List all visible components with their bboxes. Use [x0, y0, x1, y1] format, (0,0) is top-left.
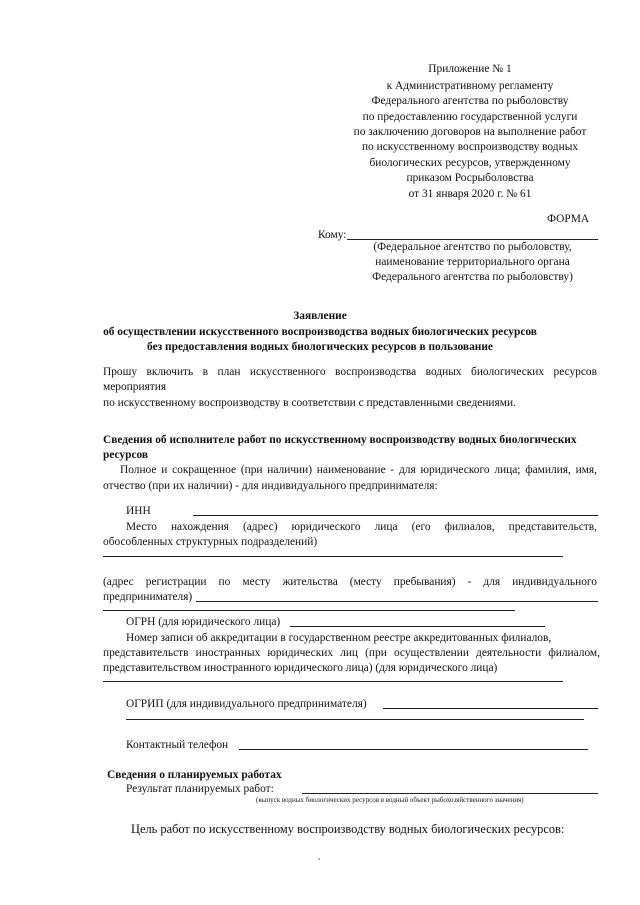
location-line: Место нахождения (адрес) юридического лица (его филиалов, представительств,	[126, 521, 597, 533]
appendix-line: по заключению договоров на выполнение работ	[353, 126, 587, 138]
request-line: Прошу включить в план искусственного воспроизводства водных биологических ресурсов	[103, 366, 597, 378]
appendix-line: приказом Росрыболовства	[406, 172, 534, 184]
document-title: Заявление	[293, 310, 347, 322]
accreditation-line: представительств иностранных юридических лиц (при осуществлении деятельности филиалом,	[103, 647, 600, 659]
ogrnip-field[interactable]	[383, 708, 598, 709]
appendix-line: по искусственному воспроизводству водных	[361, 141, 579, 153]
appendix-line: по предоставлению государственной услуги	[362, 111, 578, 123]
ogrn-field[interactable]	[290, 626, 545, 627]
registration-field[interactable]	[196, 601, 598, 602]
appendix-line: Приложение № 1	[428, 63, 512, 75]
registration-line: (адрес регистрации по месту жительства (месту пребывания) - для индивидуального	[103, 576, 597, 588]
to-hint-line: (Федеральное агентство по рыболовству,	[373, 241, 572, 253]
registration-field-2[interactable]	[103, 610, 515, 611]
appendix-line: к Административному регламенту	[386, 80, 554, 92]
to-hint-line: наименование территориального органа	[375, 256, 570, 268]
executor-heading-line: ресурсов	[103, 449, 149, 461]
to-label: Кому:	[318, 229, 347, 241]
executor-heading: Сведения об исполнителе работ по искусственному воспроизводству водных биологических	[103, 434, 577, 446]
executor-name-line: отчество (при их наличии) - для индивидуального предпринимателя:	[103, 480, 438, 492]
goal-label: Цель работ по искусственному воспроизводству водных биологических ресурсов:	[131, 822, 565, 836]
phone-field[interactable]	[239, 749, 588, 750]
document-title-line: об осуществлении искусственного воспроизводства водных биологических ресурсов	[103, 326, 537, 338]
form-label: ФОРМА	[547, 213, 590, 225]
accreditation-line: представительством иностранного юридического лица) (для юридического лица)	[103, 662, 498, 674]
result-hint: (выпуск водных биологических ресурсов в водный объект рыбохозяйственного значения)	[256, 796, 524, 804]
planned-heading: Сведения о планируемых работах	[107, 769, 282, 781]
accreditation-field[interactable]	[103, 681, 563, 682]
executor-name-line: Полное и сокращенное (при наличии) наименование - для юридического лица; фамилия, имя,	[120, 464, 597, 476]
ogrnip-field-2[interactable]	[126, 719, 584, 720]
appendix-line: Федерального агентства по рыболовству	[371, 95, 569, 107]
appendix-line: от 31 января 2020 г. № 61	[408, 188, 532, 200]
request-line: мероприятия	[103, 381, 167, 393]
appendix-line: биологических ресурсов, утвержденному	[369, 157, 571, 169]
inn-field[interactable]	[193, 515, 598, 516]
document-title-line: без предоставления водных биологических ресурсов в пользование	[147, 341, 493, 353]
location-field[interactable]	[103, 556, 563, 557]
registration-line: предпринимателя)	[103, 591, 193, 603]
ogrnip-label: ОГРИП (для индивидуального предпринимателя)	[126, 698, 367, 710]
result-field[interactable]	[302, 793, 598, 794]
inn-label: ИНН	[126, 505, 151, 517]
accreditation-line: Номер записи об аккредитации в государственном реестре аккредитованных филиалов,	[126, 632, 552, 644]
request-line: по искусственному воспроизводству в соответствии с представленными сведениями.	[103, 397, 516, 409]
to-hint-line: Федерального агентства по рыболовству)	[372, 271, 573, 283]
result-label: Результат планируемых работ:	[126, 783, 274, 795]
phone-label: Контактный телефон	[126, 739, 229, 751]
scan-speck	[318, 858, 320, 860]
location-line: обособленных структурных подразделений)	[103, 536, 318, 548]
ogrn-label: ОГРН (для юридического лица)	[126, 616, 281, 628]
